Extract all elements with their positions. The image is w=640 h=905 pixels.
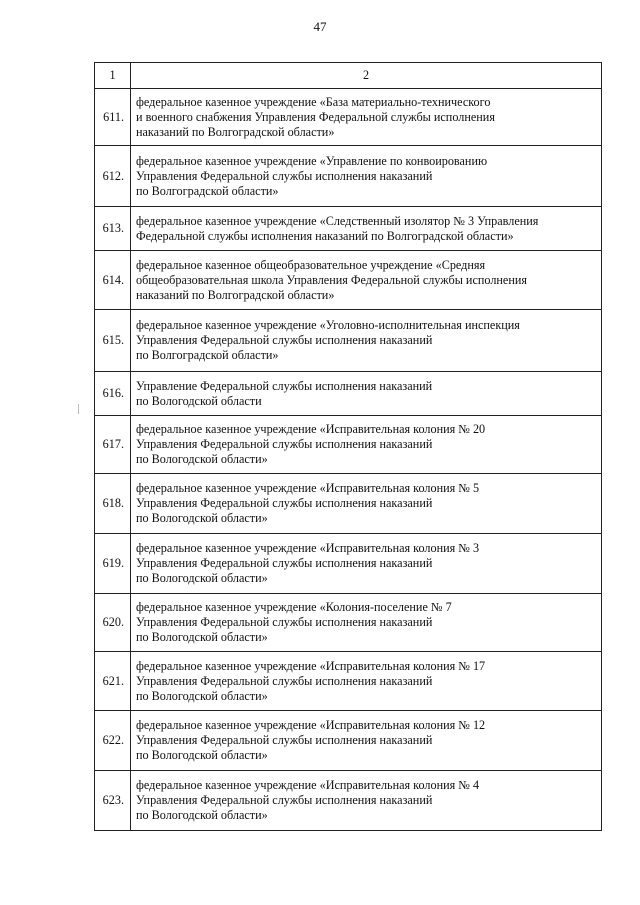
institution-name	[131, 771, 602, 831]
table-row	[95, 372, 602, 416]
institution-name-line: по Вологодской области»	[136, 808, 268, 822]
institution-name-line: Управления Федеральной службы исполнения наказаний	[136, 615, 433, 629]
institution-name-line: федеральное казенное учреждение «Управление по конвоированию	[136, 153, 488, 168]
institution-name-line: Управления Федеральной службы исполнения наказаний	[136, 496, 433, 510]
institution-name	[131, 652, 602, 711]
institution-name-line: федеральное казенное учреждение «Исправительная колония № 5	[136, 481, 480, 495]
institution-name-line: федеральное казенное учреждение «Колония-поселение № 7	[136, 600, 452, 614]
institution-name-line: Управления Федеральной службы исполнения наказаний	[136, 556, 433, 570]
table-row	[95, 594, 602, 652]
row-number: 621.	[95, 652, 131, 711]
institution-name-line: по Вологодской области	[136, 393, 262, 408]
row-number: 612.	[95, 146, 131, 207]
page-number: 47	[313, 19, 327, 34]
row-number: 614.	[95, 251, 131, 310]
institution-name-line: федеральное казенное учреждение «Исправительная колония № 4	[136, 778, 480, 792]
table-row	[95, 652, 602, 711]
institution-name-line: наказаний по Волгоградской области»	[136, 287, 335, 302]
institution-name-line: Управления Федеральной службы исполнения наказаний	[136, 168, 433, 183]
institution-name-line: федеральное казенное учреждение «Исправительная колония № 12	[136, 718, 486, 732]
row-number: 619.	[95, 534, 131, 594]
table-row	[95, 89, 602, 146]
institution-name-line: федеральное казенное учреждение «Исправительная колония № 20	[136, 422, 486, 436]
table-row	[95, 146, 602, 207]
institution-name-line: по Вологодской области»	[136, 748, 268, 762]
institution-name-line: федеральное казенное учреждение «Уголовно-исполнительная инспекция	[136, 318, 520, 332]
institution-name	[131, 146, 602, 207]
table-header-row	[95, 63, 602, 89]
institution-name-line: по Волгоградской области»	[136, 183, 279, 198]
institution-name-line: по Вологодской области»	[136, 452, 268, 466]
institution-name-line: Управления Федеральной службы исполнения наказаний	[136, 733, 433, 747]
table-row	[95, 534, 602, 594]
table-row	[95, 207, 602, 251]
header-col-name: 2	[131, 63, 602, 89]
table-row	[95, 474, 602, 534]
table-row	[95, 251, 602, 310]
table-row	[95, 711, 602, 771]
table-row	[95, 771, 602, 831]
row-number: 613.	[95, 207, 131, 251]
institution-name-line: и военного снабжения Управления Федеральной службы исполнения	[136, 109, 495, 124]
table-row	[95, 310, 602, 372]
header-col-number: 1	[95, 63, 131, 89]
institutions-table	[94, 62, 602, 831]
row-number: 622.	[95, 711, 131, 771]
institution-name-line: по Вологодской области»	[136, 571, 268, 585]
institution-name-line: Управления Федеральной службы исполнения наказаний	[136, 437, 433, 451]
row-number: 623.	[95, 771, 131, 831]
institution-name	[131, 474, 602, 534]
table-row	[95, 416, 602, 474]
row-number: 611.	[95, 89, 131, 146]
row-number: 618.	[95, 474, 131, 534]
institution-name-line: Управления Федеральной службы исполнения наказаний	[136, 333, 433, 347]
institution-name-line: федеральное казенное общеобразовательное учреждение «Средняя	[136, 257, 486, 272]
institution-name-line: общеобразовательная школа Управления Федеральной службы исполнения	[136, 272, 527, 287]
institution-name-line: по Вологодской области»	[136, 630, 268, 644]
institution-name-line: Управление Федеральной службы исполнения наказаний	[136, 378, 433, 393]
institution-name	[131, 89, 602, 146]
row-number: 615.	[95, 310, 131, 372]
margin-mark	[78, 404, 79, 414]
row-number: 620.	[95, 594, 131, 652]
row-number: 617.	[95, 416, 131, 474]
institution-name-line: Управления Федеральной службы исполнения наказаний	[136, 793, 433, 807]
institution-name-line: Управления Федеральной службы исполнения наказаний	[136, 673, 433, 688]
institution-name-line: наказаний по Волгоградской области»	[136, 124, 335, 139]
institution-name-line: по Вологодской области»	[136, 511, 268, 525]
institution-name-line: федеральное казенное учреждение «Исправительная колония № 17	[136, 658, 486, 673]
institution-name	[131, 310, 602, 372]
institution-name-line: по Волгоградской области»	[136, 348, 279, 362]
institution-name	[131, 416, 602, 474]
institution-name	[131, 594, 602, 652]
institution-name	[131, 711, 602, 771]
institution-name	[131, 534, 602, 594]
row-number: 616.	[95, 372, 131, 416]
institution-name	[131, 251, 602, 310]
institution-name-line: федеральное казенное учреждение «Следственный изолятор № 3 Управления	[136, 213, 539, 228]
institution-name	[131, 207, 602, 251]
institution-name-line: Федеральной службы исполнения наказаний по Волгоградской области»	[136, 228, 514, 243]
institution-name-line: по Вологодской области»	[136, 688, 268, 703]
institution-name-line: федеральное казенное учреждение «База материально-технического	[136, 94, 491, 109]
institution-name	[131, 372, 602, 416]
institution-name-line: федеральное казенное учреждение «Исправительная колония № 3	[136, 541, 480, 555]
